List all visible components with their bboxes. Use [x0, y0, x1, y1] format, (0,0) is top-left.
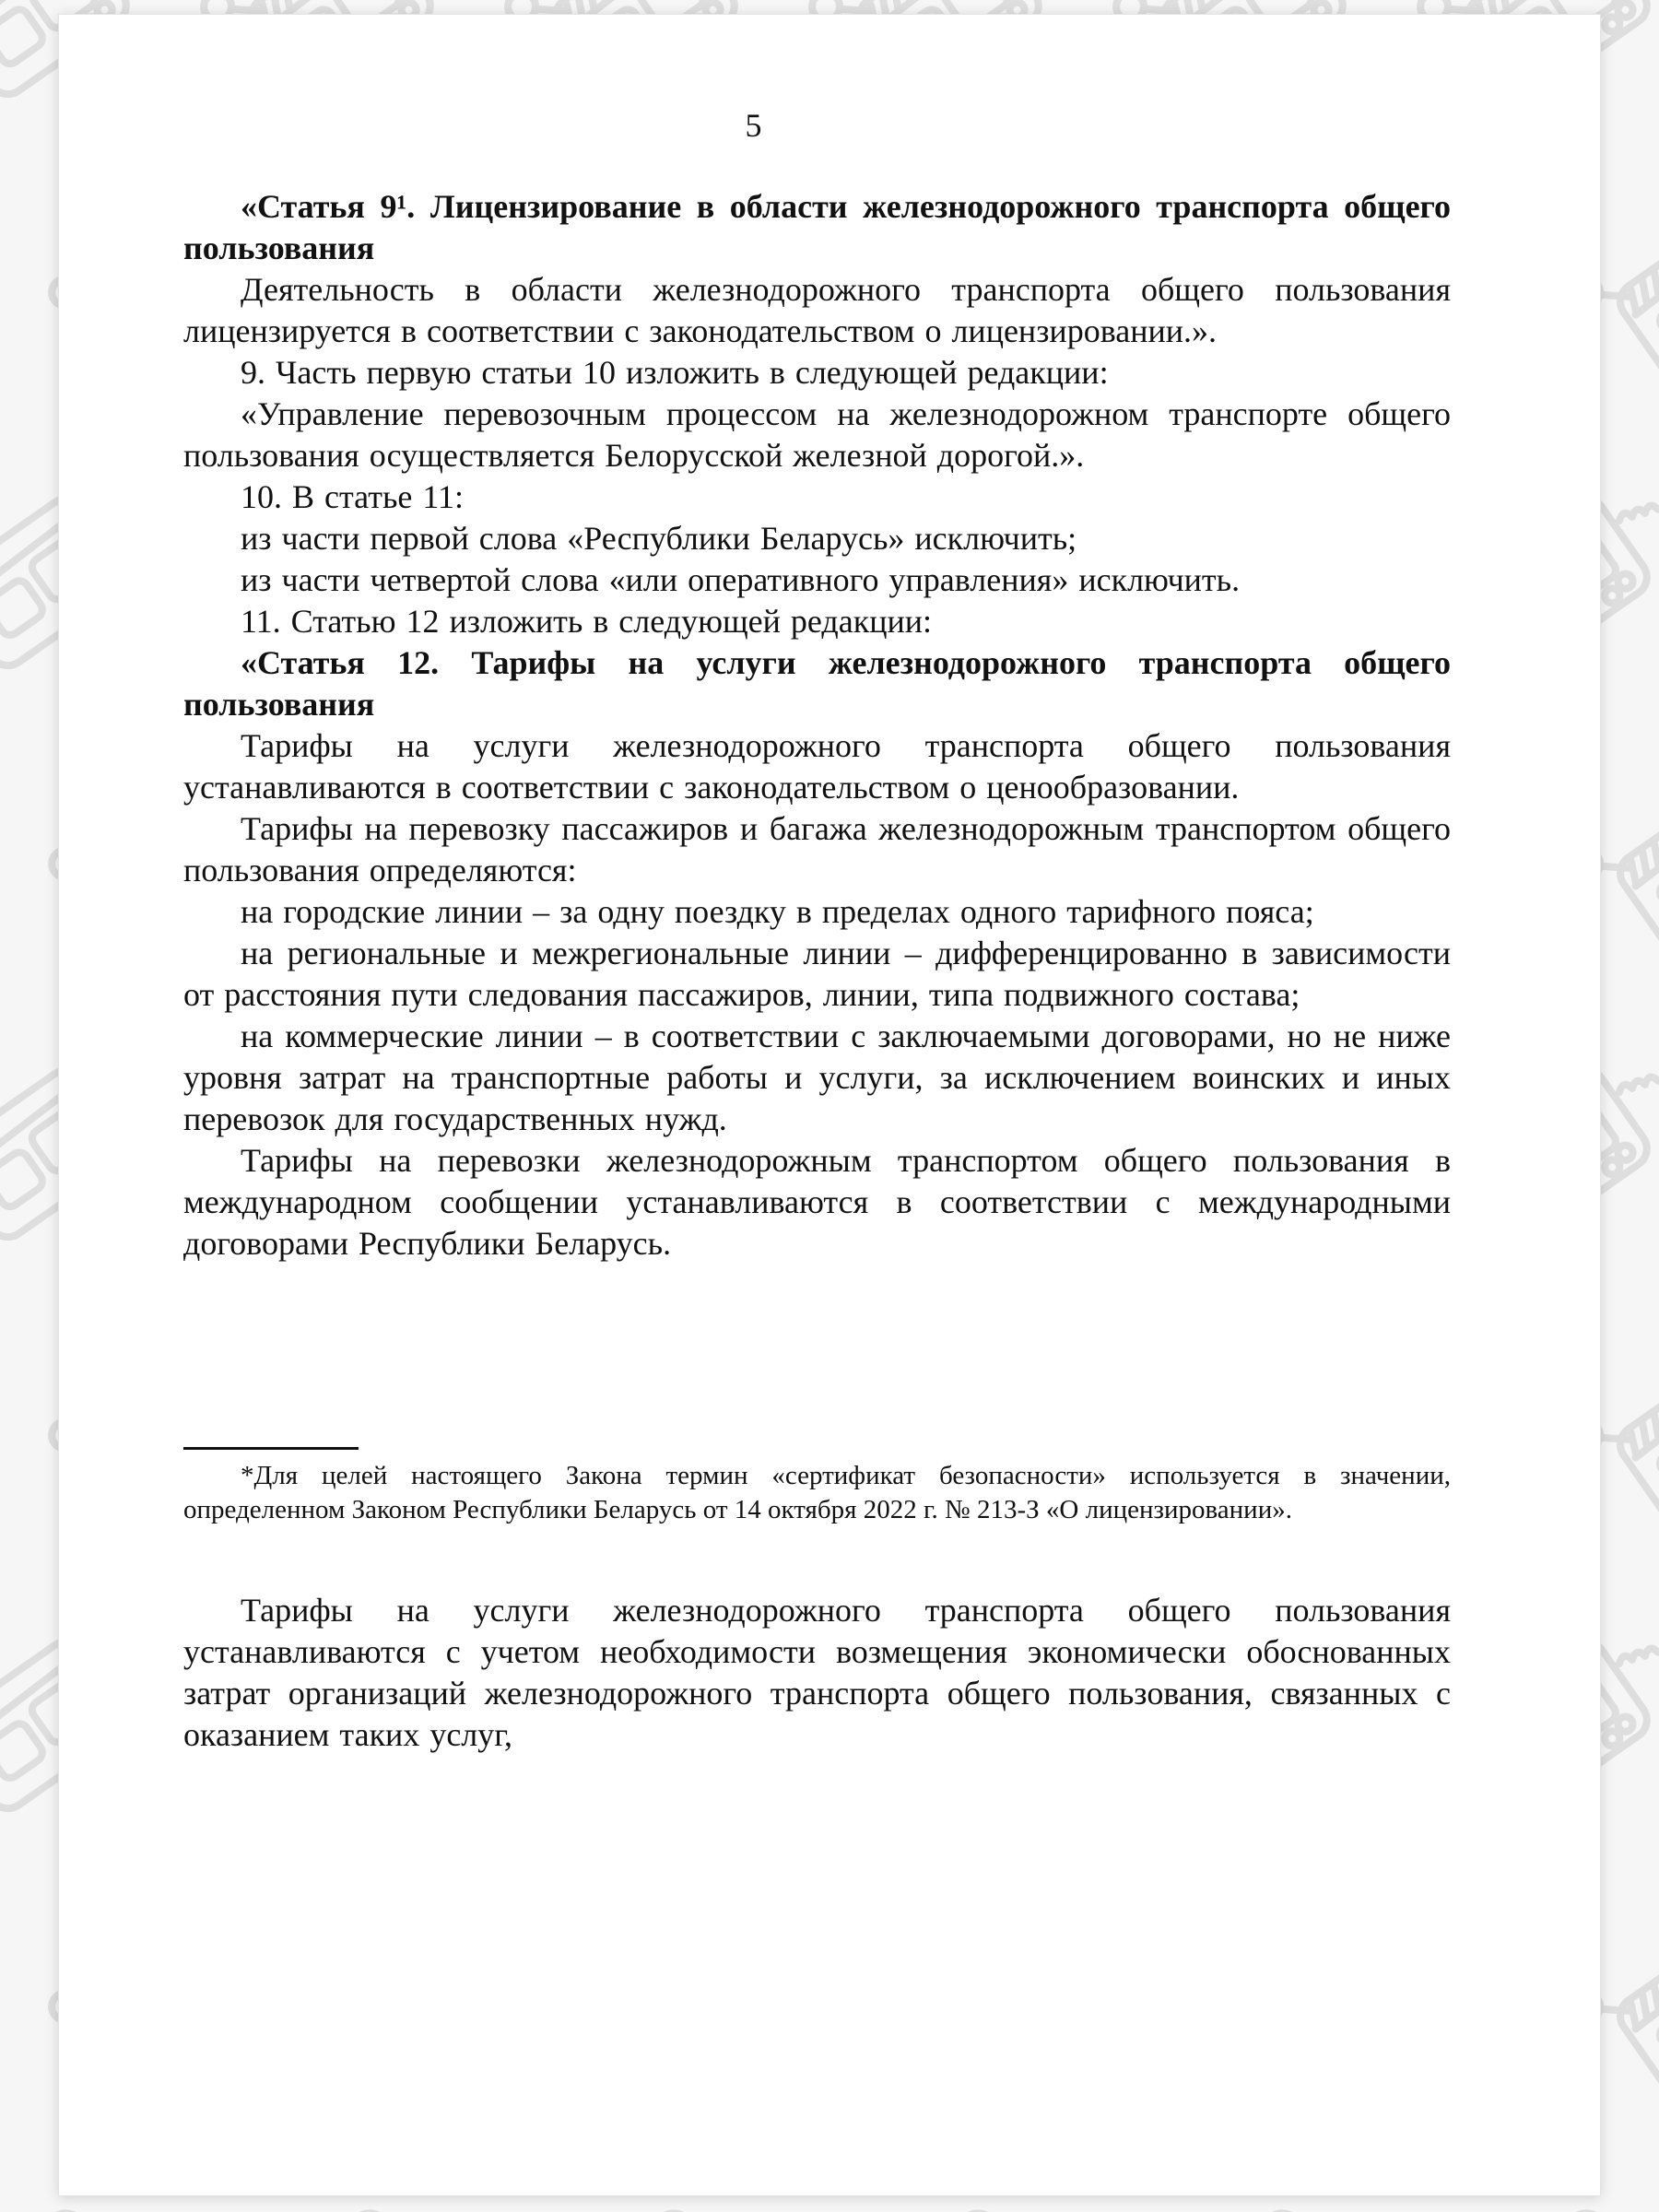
after-footnote-section	[183, 1590, 1451, 1756]
paragraph: Тарифы на услуги железнодорожного транспорта общего пользования устанавливаются с учетом необходимости возмещения экономически обоснованных затрат организаций железнодорожного транспорта общего пользования, связанных с оказанием таких услуг,	[183, 1592, 1451, 1753]
paragraph: «Управление перевозочным процессом на железнодорожном транспорте общего пользования осуществляется Белорусской железной дорогой.».	[183, 395, 1451, 474]
paragraph: Тарифы на перевозки железнодорожным транспортом общего пользования в международном сообщении устанавливаются в соответствии с международными договорами Республики Беларусь.	[183, 1142, 1451, 1262]
paragraph: 10. В статье 11:	[241, 478, 465, 515]
document-body	[183, 186, 1451, 1265]
paragraph: на городские линии – за одну поездку в пределах одного тарифного пояса;	[241, 893, 1314, 930]
paragraph: Деятельность в области железнодорожного транспорта общего пользования лицензируется в соответствии с законодательством о лицензировании.».	[183, 271, 1451, 349]
document-page	[58, 14, 1601, 2196]
footnote-separator	[183, 1447, 359, 1450]
paragraph: из части четвертой слова «или оперативного управления» исключить.	[241, 561, 1241, 598]
paragraph: на региональные и межрегиональные линии – дифференцированно в зависимости от расстояния пути следования пассажиров, линии, типа подвижного состава;	[183, 935, 1451, 1013]
article-9-1-heading: «Статья 9¹. Лицензирование в области железнодорожного транспорта общего пользования	[183, 188, 1451, 266]
paragraph: 11. Статью 12 изложить в следующей редакции:	[241, 603, 933, 640]
paragraph: на коммерческие линии – в соответствии с заключаемыми договорами, но не ниже уровня затрат на транспортные работы и услуги, за исключением воинских и иных перевозок для государственных нужд.	[183, 1018, 1451, 1137]
paragraph: 9. Часть первую статьи 10 изложить в следующей редакции:	[241, 354, 1109, 391]
footnote-block	[183, 1447, 1451, 1527]
paragraph: Тарифы на перевозку пассажиров и багажа железнодорожным транспортом общего пользования определяются:	[183, 810, 1451, 888]
paragraph: Тарифы на услуги железнодорожного транспорта общего пользования устанавливаются в соответствии с законодательством о ценообразовании.	[183, 727, 1451, 806]
article-12-heading: «Статья 12. Тарифы на услуги железнодорожного транспорта общего пользования	[183, 644, 1451, 723]
page-number: 5	[745, 107, 762, 144]
paragraph: из части первой слова «Республики Беларусь» исключить;	[241, 520, 1077, 557]
footnote-text: *Для целей настоящего Закона термин «сертификат безопасности» используется в значении, определенном Законом Республики Беларусь от 14 октября 2022 г. № 213-З «О лицензировании».	[183, 1461, 1451, 1524]
